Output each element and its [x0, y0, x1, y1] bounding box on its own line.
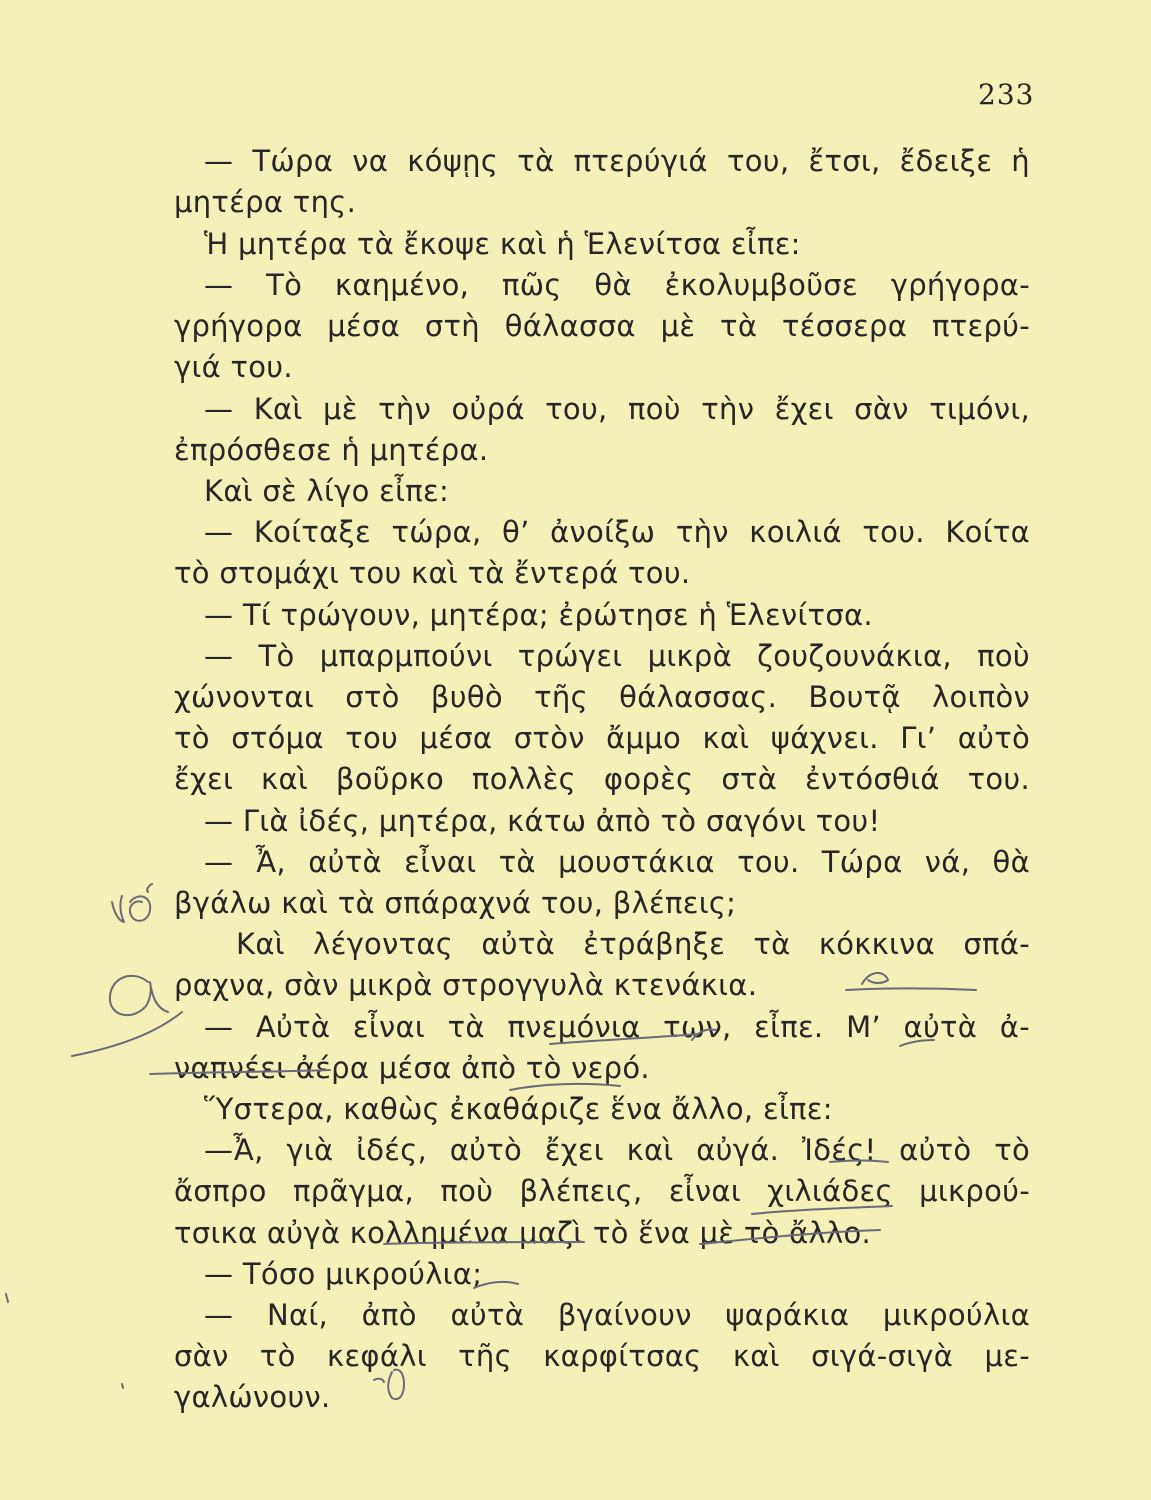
- text-line: — Ἆ, αὐτὰ εἶναι τὰ μουστάκια του. Τώρα νά, θὰ: [204, 845, 1030, 879]
- text-line: — Καὶ μὲ τὴν οὐρά του, ποὺ τὴν ἔχει σὰν τιμόνι,: [204, 392, 1030, 426]
- text-line: — Τώρα να κόψῃς τὰ πτερύγιά του, ἔτσι, ἔδειξε ἡ: [204, 144, 1030, 178]
- text-line: γαλώνουν.: [174, 1380, 331, 1414]
- text-line: — Τόσο μικρούλια;: [204, 1257, 483, 1291]
- text-line: ναπνέει ἀέρα μέσα ἀπὸ τὸ νερό.: [174, 1051, 650, 1085]
- text-line: — Τί τρώγουν, μητέρα; ἐρώτησε ἡ Ἑλενίτσα.: [204, 598, 873, 632]
- text-line: γρήγορα μέσα στὴ θάλασσα μὲ τὰ τέσσερα πτερύ-: [174, 309, 1030, 343]
- text-line: — Τὸ μπαρμπούνι τρώγει μικρὰ ζουζουνάκια, ποὺ: [204, 639, 1030, 673]
- text-line: Ἡ μητέρα τὰ ἔκοψε καὶ ἡ Ἑλενίτσα εἶπε:: [204, 227, 801, 261]
- text-line: ἄσπρο πρᾶγμα, ποὺ βλέπεις, εἶναι χιλιάδες μικρού-: [174, 1174, 1030, 1208]
- text-line: τὸ στομάχι του καὶ τὰ ἔντερά του.: [174, 556, 691, 590]
- text-line: σὰν τὸ κεφάλι τῆς καρφίτσας καὶ σιγά-σιγὰ με-: [174, 1339, 1030, 1373]
- text-line: — Αὐτὰ εἶναι τὰ πνεμόνια των, εἶπε. Μ’ αὐτὰ ἀ-: [204, 1010, 1030, 1044]
- text-line: τσικα αὐγὰ κολλημένα μαζὶ τὸ ἕνα μὲ τὸ ἄλλο.: [174, 1216, 872, 1250]
- text-line: βγάλω καὶ τὰ σπάραχνά του, βλέπεις;: [174, 886, 737, 920]
- text-line: — Κοίταξε τώρα, θ’ ἀνοίξω τὴν κοιλιά του. Κοίτα: [204, 515, 1030, 549]
- text-line: Ὕστερα, καθὼς ἐκαθάριζε ἕνα ἄλλο, εἶπε:: [204, 1092, 833, 1126]
- text-line: Καὶ λέγοντας αὐτὰ ἐτράβηξε τὰ κόκκινα σπά-: [236, 927, 1030, 961]
- text-line: —Ἆ, γιὰ ἰδές, αὐτὸ ἔχει καὶ αὐγά. Ἰδές! αὐτὸ τὸ: [204, 1133, 1030, 1167]
- text-line: — Τὸ καημένο, πῶς θὰ ἐκολυμβοῦσε γρήγορα-: [204, 268, 1030, 302]
- text-line: χώνονται στὸ βυθὸ τῆς θάλασσας. Βουτᾷ λοιπὸν: [174, 680, 1030, 714]
- text-line: τὸ στόμα του μέσα στὸν ἄμμο καὶ ψάχνει. Γι’ αὐτὸ: [174, 721, 1030, 755]
- text-line: γιά του.: [174, 350, 293, 384]
- text-line: — Γιὰ ἰδές, μητέρα, κάτω ἀπὸ τὸ σαγόνι του!: [204, 804, 881, 838]
- text-line: — Ναί, ἀπὸ αὐτὰ βγαίνουν ψαράκια μικρούλια: [204, 1298, 1030, 1332]
- text-line: Καὶ σὲ λίγο εἶπε:: [204, 474, 450, 508]
- text-line: μητέρα της.: [174, 185, 357, 219]
- text-line: ραχνα, σὰν μικρὰ στρογγυλὰ κτενάκια.: [174, 968, 758, 1002]
- page-number: 233: [978, 78, 1035, 111]
- text-line: ἔχει καὶ βοῦρκο πολλὲς φορὲς στὰ ἐντόσθιά του.: [174, 762, 1030, 796]
- text-line: ἐπρόσθεσε ἡ μητέρα.: [174, 433, 489, 467]
